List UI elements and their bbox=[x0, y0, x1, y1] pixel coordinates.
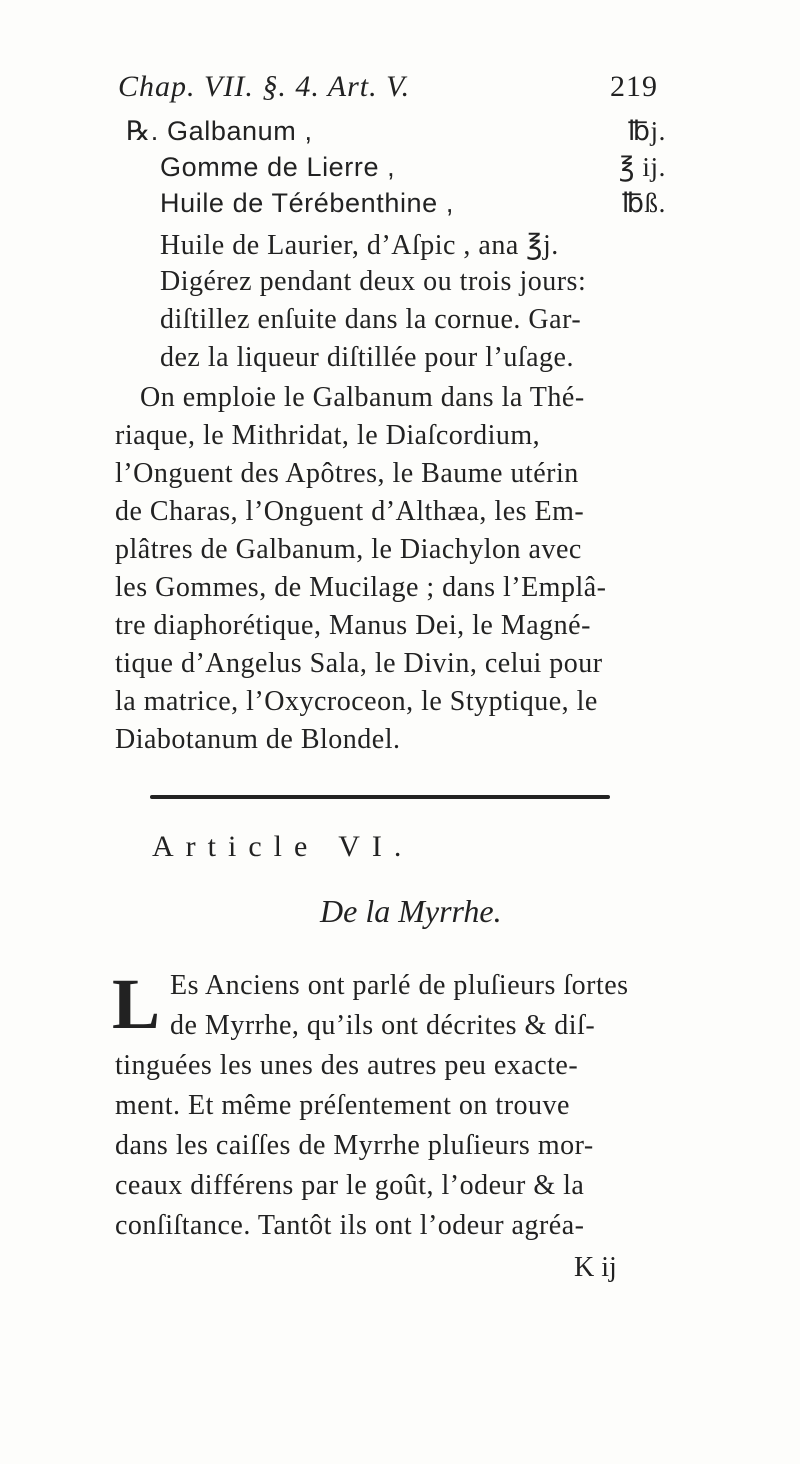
prescription-line bbox=[126, 116, 666, 147]
article-subtitle: De la Myrrhe. bbox=[320, 893, 502, 929]
text-line: conſiſtance. Tantôt ils ont l’odeur agréa- bbox=[115, 1210, 585, 1241]
drop-cap: L bbox=[112, 964, 161, 1044]
text-line: ceaux différens par le goût, l’odeur & la bbox=[115, 1170, 585, 1201]
text-line: de Charas, l’Onguent d’Althæa, les Em- bbox=[115, 496, 585, 527]
page-number: 219 bbox=[610, 70, 658, 103]
text-line: Huile de Laurier, d’Aſpic , ana ℥j. bbox=[160, 230, 559, 261]
text-line: l’Onguent des Apôtres, le Baume utérin bbox=[115, 458, 579, 489]
text-line: tique d’Angelus Sala, le Divin, celui pour bbox=[115, 648, 603, 679]
text-line: riaque, le Mithridat, le Diaſcordium, bbox=[115, 420, 541, 451]
text-line: tinguées les unes des autres peu exacte- bbox=[115, 1050, 579, 1081]
ingredient: ℞. Galbanum , bbox=[126, 116, 313, 146]
text-line: On emploie le Galbanum dans la Thé- bbox=[140, 382, 585, 413]
text-line: les Gommes, de Mucilage ; dans l’Emplâ- bbox=[115, 572, 607, 603]
text-line: diſtillez enſuite dans la cornue. Gar- bbox=[160, 304, 582, 335]
text-line: tre diaphorétique, Manus Dei, le Magné- bbox=[115, 610, 591, 641]
dose: ℔j. bbox=[627, 116, 666, 146]
text-line: ment. Et même préſentement on trouve bbox=[115, 1090, 570, 1121]
prescription-line bbox=[160, 188, 666, 219]
text-line: de Myrrhe, qu’ils ont décrites & diſ- bbox=[170, 1010, 596, 1041]
text-line: Digérez pendant deux ou trois jours: bbox=[160, 266, 587, 297]
running-title: Chap. VII. §. 4. Art. V. bbox=[118, 70, 411, 103]
ingredient: Gomme de Lierre , bbox=[160, 152, 396, 182]
prescription-line bbox=[160, 152, 666, 183]
text-line: plâtres de Galbanum, le Diachylon avec bbox=[115, 534, 582, 565]
signature-mark: K ij bbox=[574, 1252, 617, 1283]
section-rule bbox=[150, 795, 610, 799]
running-head bbox=[118, 70, 658, 104]
ingredient: Huile de Térébenthine , bbox=[160, 188, 454, 218]
article-heading: Article VI. bbox=[152, 830, 414, 863]
text-line: dans les caiſſes de Myrrhe pluſieurs mor- bbox=[115, 1130, 594, 1161]
text-line: dez la liqueur diſtillée pour l’uſage. bbox=[160, 342, 574, 373]
text-line: la matrice, l’Oxycroceon, le Styptique, le bbox=[115, 686, 598, 717]
text-line: Es Anciens ont parlé de pluſieurs ſortes bbox=[170, 970, 629, 1001]
text-line: Diabotanum de Blondel. bbox=[115, 724, 401, 755]
dose: ℔ß. bbox=[621, 188, 666, 218]
dose: ℥ ij. bbox=[618, 152, 666, 182]
